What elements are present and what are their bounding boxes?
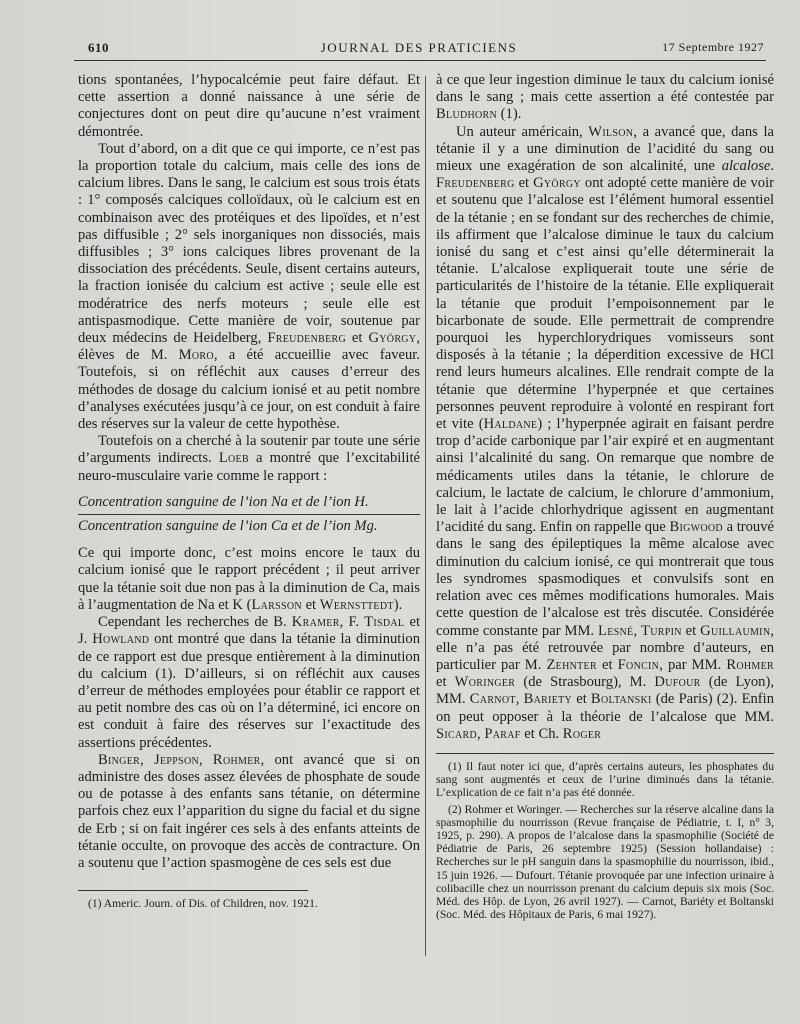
author-name: Howland	[92, 631, 150, 648]
author-name: Loeb	[218, 450, 249, 467]
paragraph: Cependant les recherches de B. Kramer, F. Tisdal et J. Howland ont montré que dans la tétanie la diminution de ce rapport est due presque entièrement à la diminution du calcium (1). D’ailleurs, si on réfléchit aux causes d’erreur de méthodes employées pour établir ce rapport et au petit nombre des cas où on l’a déterminé, ici encore on est conduit à faire des réserves sur l’exactitude des assertions précédentes.	[78, 614, 420, 751]
column-separator	[425, 76, 426, 956]
paragraph: Un auteur américain, Wilson, a avancé que, dans la tétanie il y a une diminution de l’acidité du sang ou mieux une exagération de son alcalinité, une alcalose. Freudenberg et György ont adopté cette manière de voir et soutenu que l’alcalose est l’élément humoral essentiel de la tétanie ; en se fondant sur des recherches de chimie, ils affirment que l’alcalose diminue le taux du calcium ionisé du sang et c’est ainsi qu’elle déterminerait la tétanie. L’alcalose expliquerait toute une série de particularités de l’histoire de la tétanie. Elle expliquerait la tétanie que produit l’empoisonnement par le bicarbonate de soude. Elle permettrait de comprendre pourquoi les hyperchlorydriques vomisseurs sont disposés à la tétanie ; la déperdition excessive de HCl rend leurs humeurs alcalines. Elle rendrait compte de la tétanie que détermine l’hyperpnée et que certaines personnes peuvent reproduire à volonté en respirant fort et vite (Haldane) ; l’hyperpnée agirait en faisant perdre trop d’acide carbonique par l’air expiré et en augmentant ainsi l’alcalinité du sang. On remarque que nombre de médicaments utiles dans la tétanie, le chlorure de calcium, le lactate de calcium, le chlorure d’ammonium, le lait à l’acide chlorhydrique agissent en augmentant l’acidité du sang. Enfin on rappelle que Bigwood a trouvé dans le sang des épileptiques la même alcalose avec diminution du calcium ionisé, ce qui montrerait que tous les syndromes spasmodiques et convulsifs sont en relation avec ces mêmes modifications humorales. Mais cette question de l’alcalose est très discutée. Considérée comme constante par MM. Lesné, Turpin et Guillaumin, elle n’a pas été retrouvée par nombre d’auteurs, en particulier par M. Zehnter et Foncin, par MM. Rohmer et Woringer (de Strasbourg), M. Dufour (de Lyon), MM. Carnot, Bariety et Boltanski (de Paris) (2). Enfin on peut opposer à la théorie de l’alcalose que MM. Sicard, Paraf et Ch. Roger	[436, 123, 775, 742]
paragraph: Tout d’abord, on a dit que ce qui importe, ce n’est pas la proportion totale du calcium, mais celle des ions de calcium libres. Dans le sang, le calcium est sous trois états : 1° composés calciques colloïdaux, où le calcium est en combinaison avec des protéiques et des lipoïdes, et n’est pas diffusible ; 2° sels inorganiques non dissociés, mais diffusibles ; 3° ions calciques libres provenant de la dissociation des précédents. Seule, disent certains auteurs, la fraction ionisée du calcium est active ; seule elle est modératrice des nerfs moteurs ; seule elle est antispasmodique. Cette manière de voir, soutenue par deux médecins de Heidelberg, Freudenberg et György, élèves de M. Moro, a été accueillie avec faveur. Toutefois, si on réfléchit aux causes d’erreur des méthodes de dosage du calcium ionisé et au petit nombre d’analyses exécutées jusqu’à ce jour, on est conduit à faire des réserves sur la valeur de cette hypothèse.	[78, 140, 421, 433]
author-name: Foncin	[617, 656, 660, 673]
author-name: Jeppson	[154, 751, 200, 768]
author-name: Bludhorn	[436, 106, 498, 123]
author-name: Bigwood	[669, 519, 723, 536]
author-name: Rohmer	[212, 751, 261, 768]
author-name: Dufour	[654, 674, 701, 691]
paragraph: Binger, Jeppson, Rohmer, ont avancé que si on administre des doses assez élevées de phosphate de soude ou de potasse à des enfants sans tétanie, on détermine parfois chez eux l’apparition du signe du facial et du signe de Erb ; si on fait ingérer ces sels à des enfants atteints de tétanie occulte, on provoque des accès de contracture. On a soutenu que l’action spasmogène de ces sels est due	[78, 751, 421, 871]
running-header	[74, 38, 764, 60]
author-name: Haldane	[483, 416, 538, 433]
author-name: Paraf	[484, 725, 521, 742]
author-name: Guillaumin	[700, 622, 771, 639]
paragraph: Toutefois on a cherché à la soutenir par toute une série d’arguments indirects. Loeb a montré que l’excitabilité neuro-musculaire varie comme le rapport :	[78, 433, 420, 484]
author-name: Zehnter	[546, 656, 597, 673]
author-name: Carnot	[469, 691, 516, 708]
emphasis: alcalose	[721, 158, 771, 175]
footnote: (2) Rohmer et Woringer. — Recherches sur la réserve alcaline dans la spasmophilie du nourrisson (Revue française de Pédiatrie, t. I, n° 3, 1925, p. 290). A propos de l’alcalose dans la spasmophilie (Société de Pédiatrie de Paris, 26 septembre 1925) (Session hollandaise) : Recherches sur le pH sanguin dans la spasmophilie du nourrisson, ibid., 15 juin 1926. — Dufourt. Tétanie provoquée par une infection urinaire à colibacille chez un nourrisson prenant du calcium depuis six mois (Soc. Méd. des Hôp. de Lyon, 26 avril 1927). — Carnot, Bariéty et Boltanski (Soc. Méd. des Hôpitaux de Paris, 6 mai 1927).	[436, 802, 774, 922]
author-name: Sicard	[436, 725, 478, 742]
formula-denominator: Concentration sanguine de l’ion Ca et de l’ion Mg.	[78, 518, 378, 535]
footnotes	[436, 760, 774, 921]
footnote: (1) Americ. Journ. of Dis. of Children, nov. 1921.	[88, 897, 318, 911]
author-name: Lesné	[598, 622, 634, 639]
footnote-rule	[78, 890, 308, 891]
author-name: Rohmer	[726, 656, 774, 673]
author-name: Freudenberg	[267, 330, 346, 347]
author-name: György	[368, 330, 417, 347]
author-name: Binger	[98, 751, 141, 768]
formula-numerator: Concentration sanguine de l’ion Na et de l’ion H.	[78, 494, 420, 515]
footnote-rule	[436, 753, 774, 754]
header-rule	[74, 60, 766, 61]
ratio-formula	[78, 494, 420, 535]
page-number: 610	[88, 40, 109, 55]
left-column	[78, 72, 420, 913]
author-name: Woringer	[454, 674, 516, 691]
paragraph: Ce qui importe donc, c’est moins encore le taux du calcium ionisé que le rapport précédent ; il peut arriver que la tétanie soit due non pas à la diminution de Ca, mais à l’augmentation de Na et K (Larsson et Wernsttedt).	[78, 545, 420, 613]
author-name: Tisdal	[364, 614, 405, 631]
author-name: Wilson	[588, 123, 634, 140]
author-name: Kramer	[291, 614, 340, 631]
author-name: Boltanski	[590, 691, 652, 708]
paragraph: tions spontanées, l’hypocalcémie peut faire défaut. Et cette assertion a donné naissance à une série de conjectures dont on peut dire qu’aucune n’est vraiment démontrée.	[78, 72, 420, 140]
author-name: Roger	[562, 725, 602, 742]
issue-date: 17 Septembre 1927	[662, 40, 764, 54]
author-name: Larsson	[251, 596, 302, 613]
footnote: (1) Il faut noter ici que, d’après certains auteurs, les phosphates du sang sont augmentés et ceux de l’urine diminués dans la tétanie. L’explication de ce fait n’a pas été donnée.	[436, 759, 774, 800]
footnotes	[78, 897, 420, 910]
paragraph: à ce que leur ingestion diminue le taux du calcium ionisé dans le sang ; mais cette assertion a été contestée par Bludhorn (1).	[436, 72, 774, 123]
author-name: Turpin	[641, 622, 682, 639]
author-name: György	[533, 175, 581, 192]
journal-title: JOURNAL DES PRATICIENS	[320, 40, 518, 55]
author-name: Freudenberg	[436, 175, 515, 192]
author-name: Moro	[178, 347, 214, 364]
author-name: Wernsttedt	[319, 596, 394, 613]
right-column	[436, 72, 774, 924]
author-name: Bariety	[523, 691, 573, 708]
